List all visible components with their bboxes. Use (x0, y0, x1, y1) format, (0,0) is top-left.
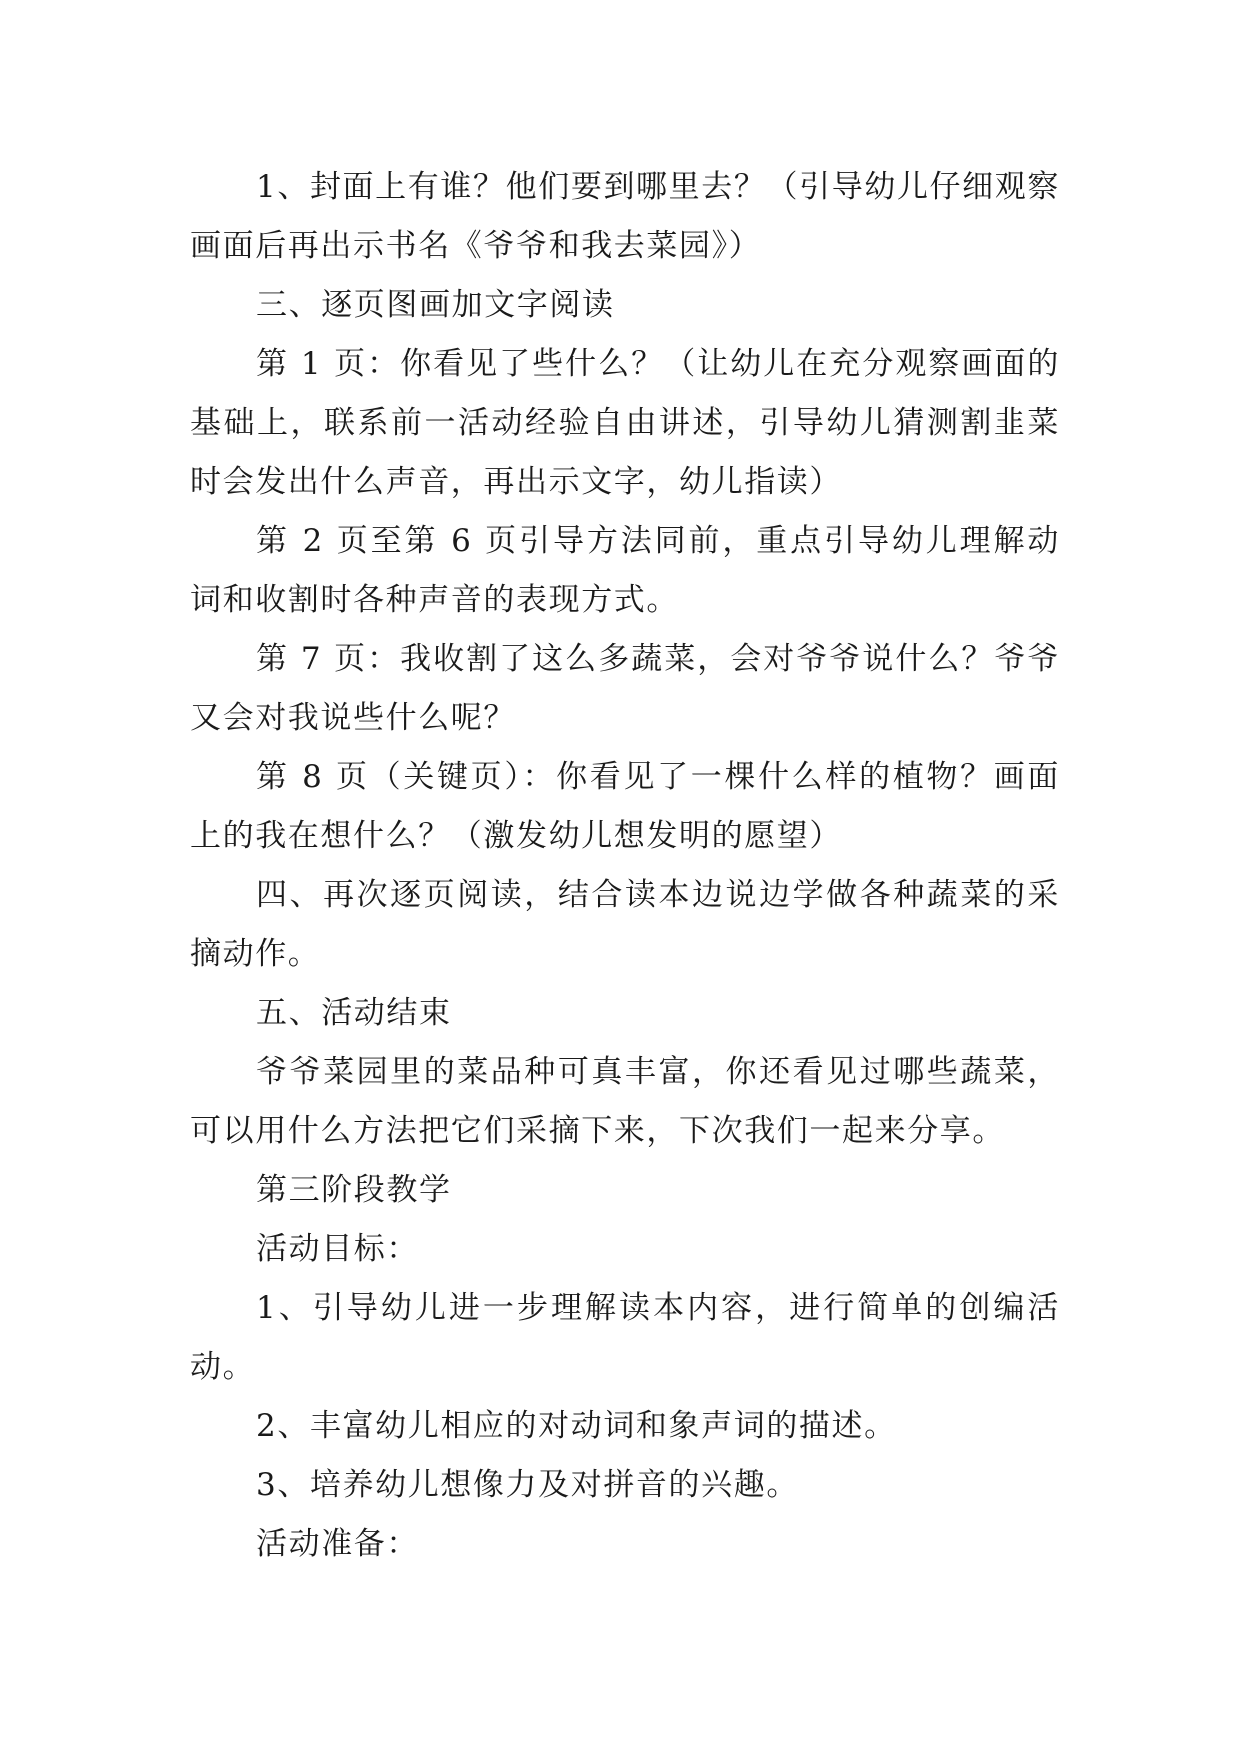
paragraph-pages-2-to-6: 第 2 页至第 6 页引导方法同前，重点引导幼儿理解动词和收割时各种声音的表现方式。 (190, 523, 1060, 618)
paragraph-section-four: 四、再次逐页阅读，结合读本边说边学做各种蔬菜的采摘动作。 (190, 877, 1060, 972)
paragraph-activity-end: 爷爷菜园里的菜品种可真丰富，你还看见过哪些蔬菜，可以用什么方法把它们采摘下来，下次我们一起来分享。 (190, 1054, 1060, 1149)
paragraph-section-three-heading: 三、逐页图画加文字阅读 (256, 287, 615, 323)
paragraph-page-1: 第 1 页：你看见了些什么？（让幼儿在充分观察画面的基础上，联系前一活动经验自由讲述，引导幼儿猜测割韭菜时会发出什么声音，再出示文字，幼儿指读） (190, 346, 1060, 500)
paragraph-objectives-heading: 活动目标： (256, 1231, 419, 1267)
paragraph-objective-3: 3、培养幼儿想像力及对拼音的兴趣。 (256, 1467, 799, 1503)
document-body (190, 158, 1060, 1574)
paragraph-stage-three-heading: 第三阶段教学 (256, 1172, 452, 1208)
paragraph-section-five-heading: 五、活动结束 (256, 995, 452, 1031)
paragraph-objective-1: 1、引导幼儿进一步理解读本内容，进行简单的创编活动。 (190, 1290, 1060, 1385)
paragraph-preparation-heading: 活动准备： (256, 1526, 419, 1562)
paragraph-page-7: 第 7 页：我收割了这么多蔬菜，会对爷爷说什么？爷爷又会对我说些什么呢？ (190, 641, 1060, 736)
paragraph-objective-2: 2、丰富幼儿相应的对动词和象声词的描述。 (256, 1408, 897, 1444)
paragraph-cover-question: 1、封面上有谁？他们要到哪里去？（引导幼儿仔细观察画面后再出示书名《爷爷和我去菜园》） (190, 169, 1060, 264)
paragraph-page-8: 第 8 页（关键页）：你看见了一棵什么样的植物？画面上的我在想什么？（激发幼儿想发明的愿望） (190, 759, 1060, 854)
